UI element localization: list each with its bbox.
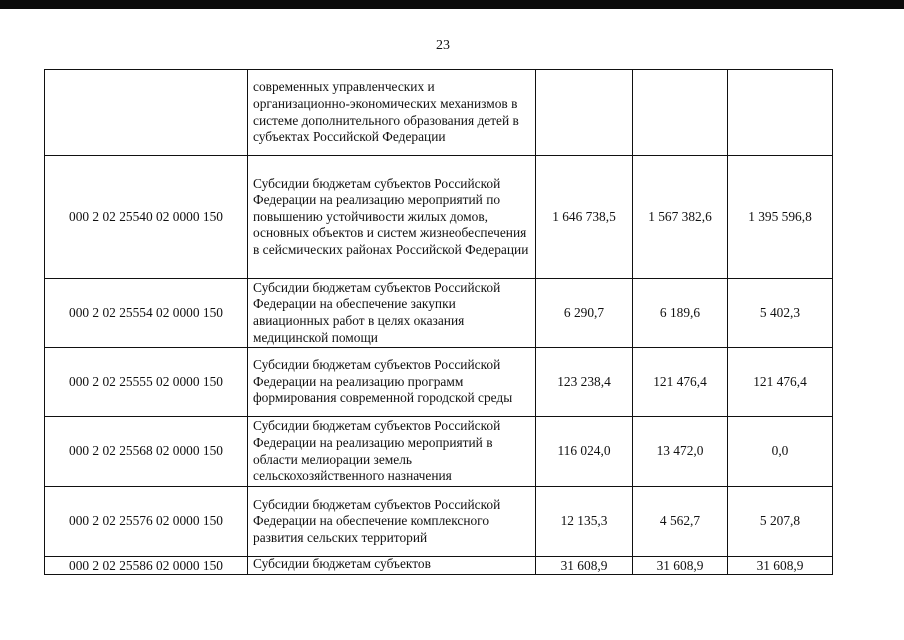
value-cell-2: 31 608,9 bbox=[633, 557, 728, 575]
value-cell-3: 0,0 bbox=[728, 417, 833, 487]
value-cell-3 bbox=[728, 70, 833, 156]
value-cell-2 bbox=[633, 70, 728, 156]
code-cell: 000 2 02 25554 02 0000 150 bbox=[45, 279, 248, 348]
table-row bbox=[45, 156, 833, 279]
value-cell-2: 4 562,7 bbox=[633, 487, 728, 557]
value-cell-1: 1 646 738,5 bbox=[536, 156, 633, 279]
value-cell-2: 6 189,6 bbox=[633, 279, 728, 348]
value-cell-3: 31 608,9 bbox=[728, 557, 833, 575]
top-border-bar bbox=[0, 0, 904, 9]
table-row bbox=[45, 557, 833, 575]
description-cell: Субсидии бюджетам субъектов bbox=[248, 557, 536, 575]
code-cell: 000 2 02 25576 02 0000 150 bbox=[45, 487, 248, 557]
value-cell-1: 116 024,0 bbox=[536, 417, 633, 487]
value-cell-3: 5 207,8 bbox=[728, 487, 833, 557]
value-cell-1: 31 608,9 bbox=[536, 557, 633, 575]
code-cell: 000 2 02 25540 02 0000 150 bbox=[45, 156, 248, 279]
code-cell: 000 2 02 25555 02 0000 150 bbox=[45, 348, 248, 417]
value-cell-3: 5 402,3 bbox=[728, 279, 833, 348]
table-row bbox=[45, 487, 833, 557]
value-cell-3: 121 476,4 bbox=[728, 348, 833, 417]
value-cell-1 bbox=[536, 70, 633, 156]
value-cell-3: 1 395 596,8 bbox=[728, 156, 833, 279]
value-cell-1: 6 290,7 bbox=[536, 279, 633, 348]
table-row bbox=[45, 279, 833, 348]
value-cell-2: 1 567 382,6 bbox=[633, 156, 728, 279]
value-cell-2: 121 476,4 bbox=[633, 348, 728, 417]
table-row bbox=[45, 417, 833, 487]
description-cell: Субсидии бюджетам субъектов Российской Федерации на обеспечение закупки авиационных работ в целях оказания медицинской помощи bbox=[248, 279, 536, 348]
code-cell: 000 2 02 25568 02 0000 150 bbox=[45, 417, 248, 487]
page-number: 23 bbox=[436, 38, 450, 53]
value-cell-1: 123 238,4 bbox=[536, 348, 633, 417]
code-cell: 000 2 02 25586 02 0000 150 bbox=[45, 557, 248, 575]
table-row bbox=[45, 70, 833, 156]
budget-table bbox=[44, 69, 833, 575]
description-cell: современных управленческих и организационно-экономических механизмов в системе дополнительного образования детей в субъектах Российской Федерации bbox=[248, 70, 536, 156]
description-cell: Субсидии бюджетам субъектов Российской Федерации на реализацию мероприятий по повышению устойчивости жилых домов, основных объектов и систем жизнеобеспечения в сейсмических районах Российской Федерации bbox=[248, 156, 536, 279]
code-cell bbox=[45, 70, 248, 156]
description-cell: Субсидии бюджетам субъектов Российской Федерации на обеспечение комплексного развития сельских территорий bbox=[248, 487, 536, 557]
value-cell-1: 12 135,3 bbox=[536, 487, 633, 557]
description-cell: Субсидии бюджетам субъектов Российской Федерации на реализацию программ формирования современной городской среды bbox=[248, 348, 536, 417]
value-cell-2: 13 472,0 bbox=[633, 417, 728, 487]
description-cell: Субсидии бюджетам субъектов Российской Федерации на реализацию мероприятий в области мелиорации земель сельскохозяйственного назначения bbox=[248, 417, 536, 487]
table-row bbox=[45, 348, 833, 417]
